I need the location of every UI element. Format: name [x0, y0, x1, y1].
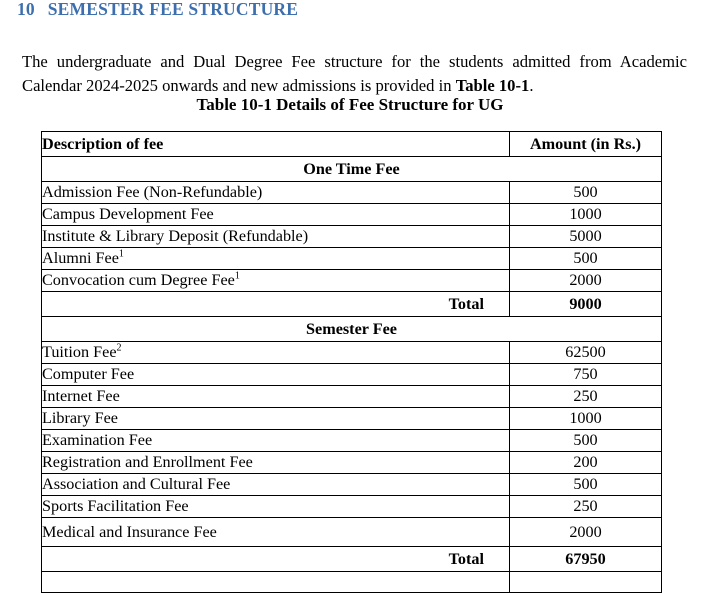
table-row — [42, 408, 662, 430]
total-amount: 9000 — [510, 292, 662, 317]
fee-amount: 500 — [510, 430, 662, 452]
table-row — [42, 342, 662, 364]
table-row — [42, 226, 662, 248]
section-title: SEMESTER FEE STRUCTURE — [47, 0, 299, 19]
fee-description: Sports Facilitation Fee — [42, 496, 510, 518]
fee-description: Tuition Fee — [42, 343, 117, 361]
table-row — [42, 430, 662, 452]
footnote-marker: 1 — [118, 248, 124, 260]
table-row — [42, 364, 662, 386]
table-row — [42, 452, 662, 474]
fee-amount: 500 — [510, 474, 662, 496]
fee-description: Registration and Enrollment Fee — [42, 452, 510, 474]
section-band-one-time-fee — [42, 157, 662, 182]
section-number: 10 — [17, 0, 35, 19]
fee-description: Association and Cultural Fee — [42, 474, 510, 496]
total-row-one-time-fee — [42, 292, 662, 317]
fee-description: Computer Fee — [42, 364, 510, 386]
fee-amount: 250 — [510, 386, 662, 408]
fee-structure-table — [41, 131, 662, 593]
table-row — [42, 518, 662, 547]
fee-description: Alumni Fee — [42, 249, 119, 267]
footnote-marker: 1 — [234, 270, 240, 282]
page-title — [17, 0, 298, 20]
fee-amount: 750 — [510, 364, 662, 386]
total-label: Total — [42, 547, 510, 572]
total-label: Total — [42, 292, 510, 317]
fee-description-row — [42, 270, 510, 292]
table-reference: Table 10-1 — [455, 76, 530, 96]
fee-amount: 500 — [510, 248, 662, 270]
total-amount: 67950 — [510, 547, 662, 572]
column-header-amount: Amount (in Rs.) — [510, 132, 662, 157]
fee-description-row — [42, 342, 510, 364]
table-row — [42, 386, 662, 408]
fee-amount: 2000 — [510, 270, 662, 292]
table-row — [42, 182, 662, 204]
fee-description-row — [42, 248, 510, 270]
intro-paragraph — [22, 50, 687, 99]
fee-amount: 500 — [510, 182, 662, 204]
intro-text-trail: . — [529, 76, 534, 96]
fee-amount: 1000 — [510, 408, 662, 430]
fee-amount: 5000 — [510, 226, 662, 248]
fee-table-body — [42, 132, 662, 593]
fee-description: Institute & Library Deposit (Refundable) — [42, 226, 510, 248]
fee-amount-empty — [510, 572, 662, 593]
fee-description: Convocation cum Degree Fee — [42, 271, 235, 289]
column-header-description: Description of fee — [42, 132, 510, 157]
fee-description: Examination Fee — [42, 430, 510, 452]
fee-description: Admission Fee (Non-Refundable) — [42, 182, 510, 204]
section-band-label: One Time Fee — [42, 157, 662, 182]
table-caption: Table 10-1 Details of Fee Structure for UG — [196, 95, 504, 114]
table-row — [42, 248, 662, 270]
fee-amount: 62500 — [510, 342, 662, 364]
fee-amount: 250 — [510, 496, 662, 518]
table-row — [42, 474, 662, 496]
table-row — [42, 496, 662, 518]
intro-text-lead: The undergraduate and Dual Degree Fee structure for the students admitted from Academic Calendar 2024-2025 onwards and new admissions is provided in — [22, 51, 687, 96]
fee-description: Medical and Insurance Fee — [42, 518, 510, 547]
fee-amount: 200 — [510, 452, 662, 474]
section-band-label: Semester Fee — [42, 317, 662, 342]
fee-description: Internet Fee — [42, 386, 510, 408]
fee-description: Campus Development Fee — [42, 204, 510, 226]
footnote-marker: 2 — [116, 342, 122, 354]
table-row-partial — [42, 572, 662, 593]
table-header-row — [42, 132, 662, 157]
fee-description: Library Fee — [42, 408, 510, 430]
fee-amount: 1000 — [510, 204, 662, 226]
fee-table-container — [41, 131, 661, 593]
section-band-semester-fee — [42, 317, 662, 342]
fee-description-empty — [42, 572, 510, 593]
table-row — [42, 204, 662, 226]
fee-amount: 2000 — [510, 518, 662, 547]
table-row — [42, 270, 662, 292]
total-row-semester-fee — [42, 547, 662, 572]
